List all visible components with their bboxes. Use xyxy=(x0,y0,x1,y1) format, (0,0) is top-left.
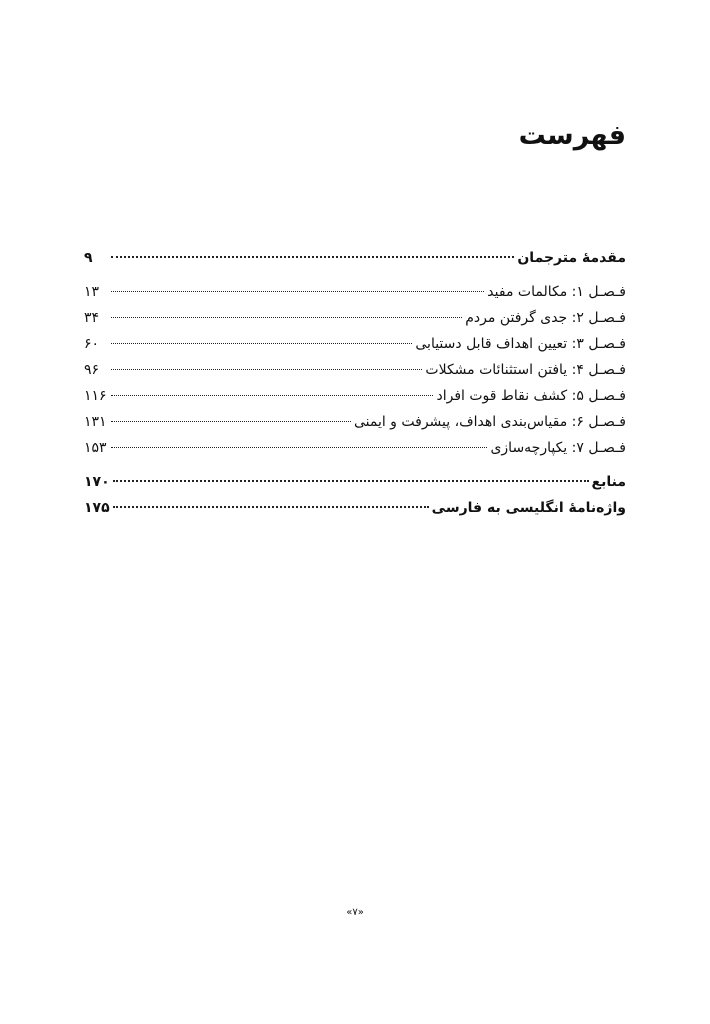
toc-entry-page: ۱۳۱ xyxy=(84,414,107,430)
toc-entry-label: فـصـل ۷: یکپارچه‌سازی xyxy=(490,440,626,456)
toc-entry-label: فـصـل ۵: کشف نقاط قوت افراد xyxy=(436,388,626,404)
toc-entry-page: ۱۷۰ xyxy=(84,474,110,490)
dot-leader xyxy=(111,369,422,370)
toc-entry-references[interactable] xyxy=(84,474,626,500)
toc-entry-label: فـصـل ۳: تعیین اهداف قابل دستیابی xyxy=(415,336,626,352)
dot-leader xyxy=(111,343,412,344)
dot-leader xyxy=(111,317,462,318)
page-number: «۷» xyxy=(346,907,364,918)
toc-entry-chapter-1[interactable] xyxy=(84,284,626,310)
toc-entry-page: ۳۴ xyxy=(84,310,100,326)
toc-entry-label: واژه‌نامهٔ انگلیسی به فارسی xyxy=(431,500,626,516)
table-of-contents xyxy=(84,250,626,526)
toc-entry-chapter-4[interactable] xyxy=(84,362,626,388)
toc-entry-page: ۱۱۶ xyxy=(84,388,107,404)
toc-entry-label: فـصـل ۲: جدی گرفتن مردم xyxy=(465,310,626,326)
dot-leader xyxy=(113,480,589,482)
toc-entry-label: فـصـل ۱: مکالمات مفید xyxy=(487,284,626,300)
toc-entry-chapter-3[interactable] xyxy=(84,336,626,362)
dot-leader xyxy=(111,256,514,258)
toc-entry-label: مقدمهٔ مترجمان xyxy=(517,250,626,266)
toc-entry-page: ۱۵۳ xyxy=(84,440,107,456)
toc-entry-page: ۱۳ xyxy=(84,284,100,300)
toc-entry-label: فـصـل ۶: مقیاس‌بندی اهداف، پیشرفت و ایمنی xyxy=(353,414,626,430)
toc-entry-translators-intro[interactable] xyxy=(84,250,626,276)
dot-leader xyxy=(111,421,351,422)
dot-leader xyxy=(111,395,433,396)
dot-leader xyxy=(111,291,484,292)
toc-entry-label: منابع xyxy=(591,474,626,490)
toc-entry-chapter-7[interactable] xyxy=(84,440,626,466)
toc-entry-chapter-5[interactable] xyxy=(84,388,626,414)
toc-entry-glossary[interactable] xyxy=(84,500,626,526)
toc-entry-page: ۹۶ xyxy=(84,362,100,378)
toc-entry-label: فـصـل ۴: یافتن استثنائات مشکلات xyxy=(425,362,626,378)
toc-entry-page: ۶۰ xyxy=(84,336,100,352)
toc-entry-chapter-6[interactable] xyxy=(84,414,626,440)
toc-entry-page: ۹ xyxy=(84,250,93,266)
dot-leader xyxy=(113,506,429,508)
dot-leader xyxy=(111,447,487,448)
toc-entry-page: ۱۷۵ xyxy=(84,500,110,516)
toc-entry-chapter-2[interactable] xyxy=(84,310,626,336)
page-title: فهرست xyxy=(518,120,626,151)
